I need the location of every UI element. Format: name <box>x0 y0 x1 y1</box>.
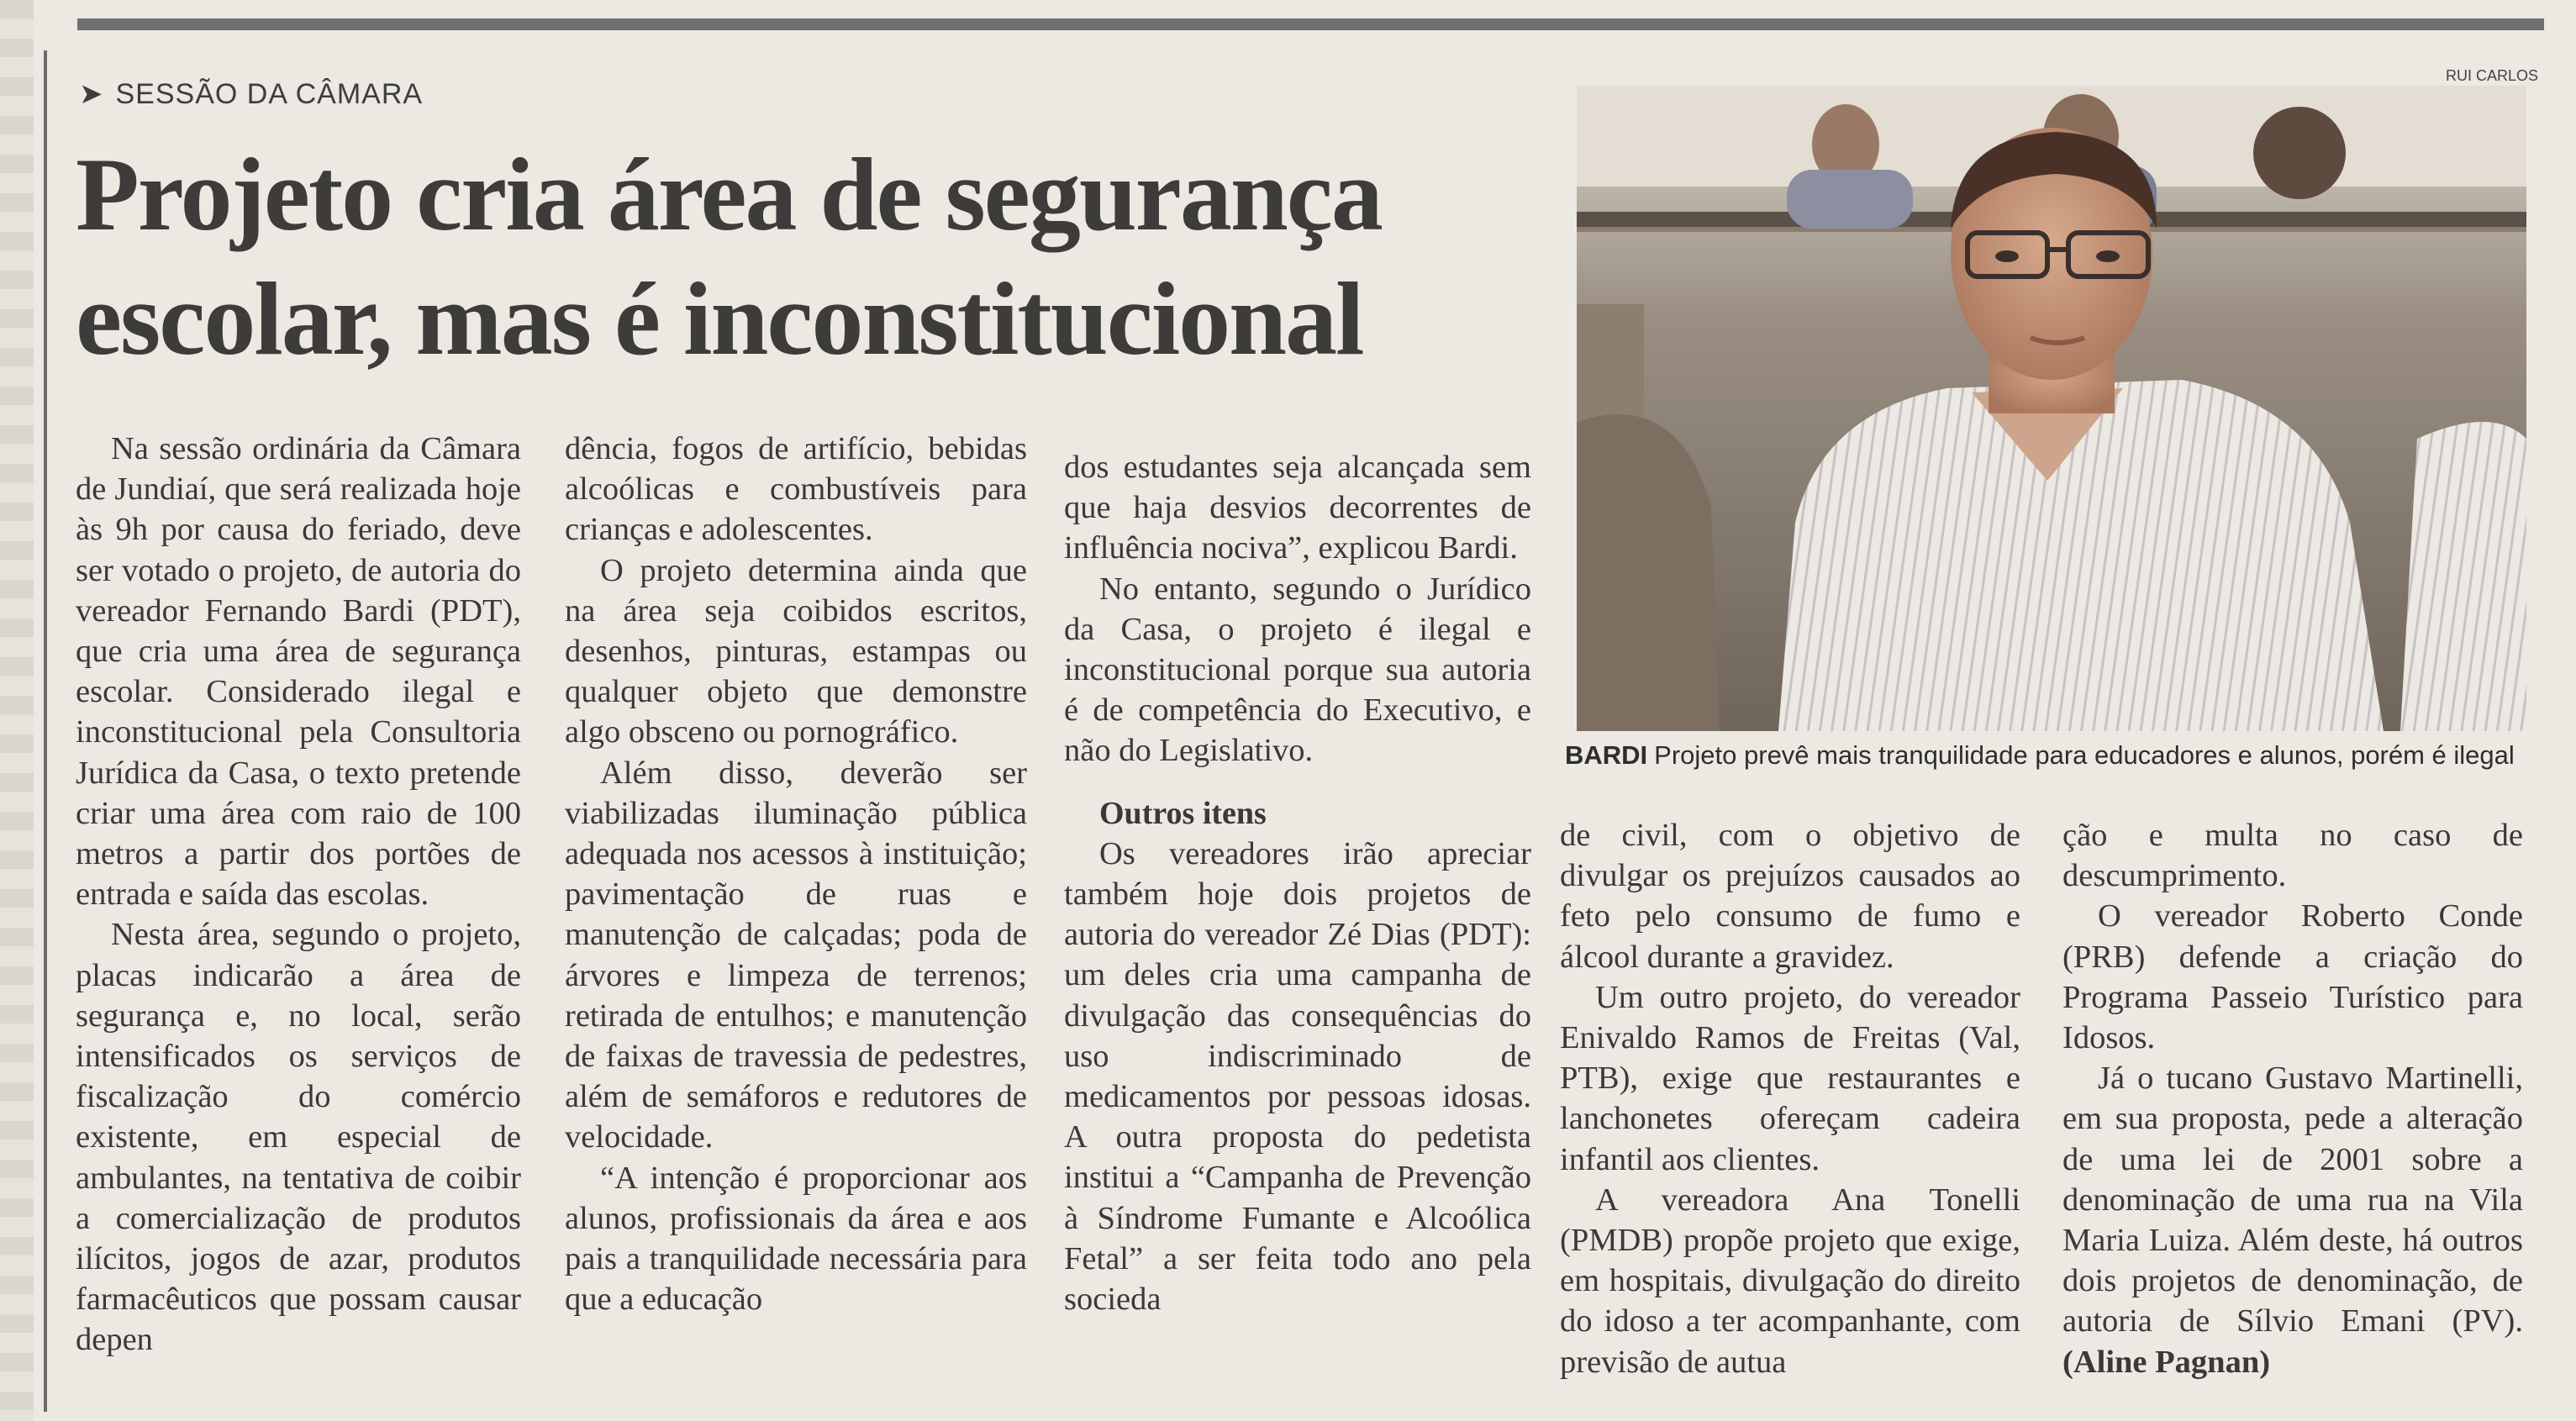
paragraph: Um outro projeto, do vereador Enivaldo Ramos de Freitas (Val, PTB), exige que restaurantes e lanchonetes ofereçam cadeira infantil aos clientes. <box>1560 979 2020 1177</box>
article-column-3 <box>1064 447 1531 1319</box>
paragraph-text: Já o tucano Gustavo Martinelli, em sua proposta, pede a alteração de uma lei de 2001 sobre a denominação de uma rua na Vila Maria Luiza. Além deste, há outros dois projetos de denominação, de autoria de Sílvio Emani (PV). <box>2062 1060 2523 1339</box>
paragraph: “A intenção é proporcionar aos alunos, profissionais da área e aos pais a tranquilidade necessária para que a educação <box>565 1160 1027 1318</box>
paragraph: No entanto, segundo o Jurídico da Casa, o projeto é ilegal e inconstitucional porque sua autoria é de competência do Executivo, e não do Legislativo. <box>1064 571 1531 769</box>
paragraph: A vereadora Ana Tonelli (PMDB) propõe projeto que exige, em hospitais, divulgação do direito do idoso a ter acompanhante, com previsão de autua <box>1560 1182 2020 1380</box>
photo-credit: RUI CARLOS <box>2445 67 2538 84</box>
author-credit: (Aline Pagnan) <box>2062 1344 2271 1380</box>
top-rule <box>77 18 2544 30</box>
paragraph: Nesta área, segundo o projeto, placas indicarão a área de segurança e, no local, serão intensificados os serviços de fiscalização do comércio existente, em especial de ambulantes, na tentativa de coibir a comercialização de produtos ilícitos, jogos de azar, produtos farmacêuticos que possam causar depen <box>76 917 521 1358</box>
paragraph: Na sessão ordinária da Câmara de Jundiaí, que será realizada hoje às 9h por causa do feriado, deve ser votado o projeto, de autoria do vereador Fernando Bardi (PDT), que cria uma área de segurança escolar. Considerado ilegal e inconstitucional pela Consultoria Jurídica da Casa, o texto pretende criar uma área com raio de 100 metros a partir dos portões de entrada e saída das escolas. <box>76 431 521 913</box>
caption-text: Projeto prevê mais tranquilidade para educadores e alunos, porém é ilegal <box>1654 740 2515 770</box>
photo-fernando-bardi <box>1577 86 2526 731</box>
paragraph: de civil, com o objetivo de divulgar os prejuízos causados ao feto pelo consumo de fumo e álcool durante a gravidez. <box>1560 818 2020 975</box>
paragraph: ção e multa no caso de descumprimento. <box>2062 818 2523 894</box>
caption-name: BARDI <box>1565 740 1648 770</box>
headline: Projeto cria área de segurança escolar, mas é inconstitucional <box>76 137 1382 376</box>
section-tag <box>79 71 423 118</box>
photo-caption <box>1565 731 2531 780</box>
paragraph: dos estudantes seja alcançada sem que haja desvios decorrentes de influência nociva”, explicou Bardi. <box>1064 450 1531 566</box>
arrow-right-icon: ➤ <box>79 78 104 110</box>
article-column-5 <box>2062 815 2523 1382</box>
article-column-4 <box>1560 815 2020 1382</box>
article-column-2 <box>565 429 1027 1319</box>
subhead: Outros itens <box>1099 795 1267 831</box>
paragraph <box>2062 1058 2523 1382</box>
column-divider <box>44 50 47 1412</box>
paragraph: O vereador Roberto Conde (PRB) defende a criação do Programa Passeio Turístico para Idosos. <box>2062 898 2523 1056</box>
article-column-1 <box>76 429 521 1360</box>
section-label: SESSÃO DA CÂMARA <box>115 77 424 110</box>
paragraph: dência, fogos de artifício, bebidas alcoólicas e combustíveis para crianças e adolescentes. <box>565 431 1027 548</box>
adjacent-article-bleed <box>0 0 34 1421</box>
paragraph: O projeto determina ainda que na área seja coibidos escritos, desenhos, pinturas, estampas ou qualquer objeto que demonstre algo obsceno ou pornográfico. <box>565 552 1027 750</box>
paragraph: Além disso, deverão ser viabilizadas iluminação pública adequada nos acessos à instituição; pavimentação de ruas e manutenção de calçadas; poda de árvores e limpeza de terrenos; retirada de entulhos; e manutenção de faixas de travessia de pedestres, além de semáforos e redutores de velocidade. <box>565 755 1027 1155</box>
paragraph: Os vereadores irão apreciar também hoje dois projetos de autoria do vereador Zé Dias (PDT): um deles cria uma campanha de divulgação das consequências do uso indiscriminado de medicamentos por pessoas idosas. A outra proposta do pedetista institui a “Campanha de Prevenção à Síndrome Fumante e Alcoólica Fetal” a ser feita todo ano pela socieda <box>1064 835 1531 1318</box>
